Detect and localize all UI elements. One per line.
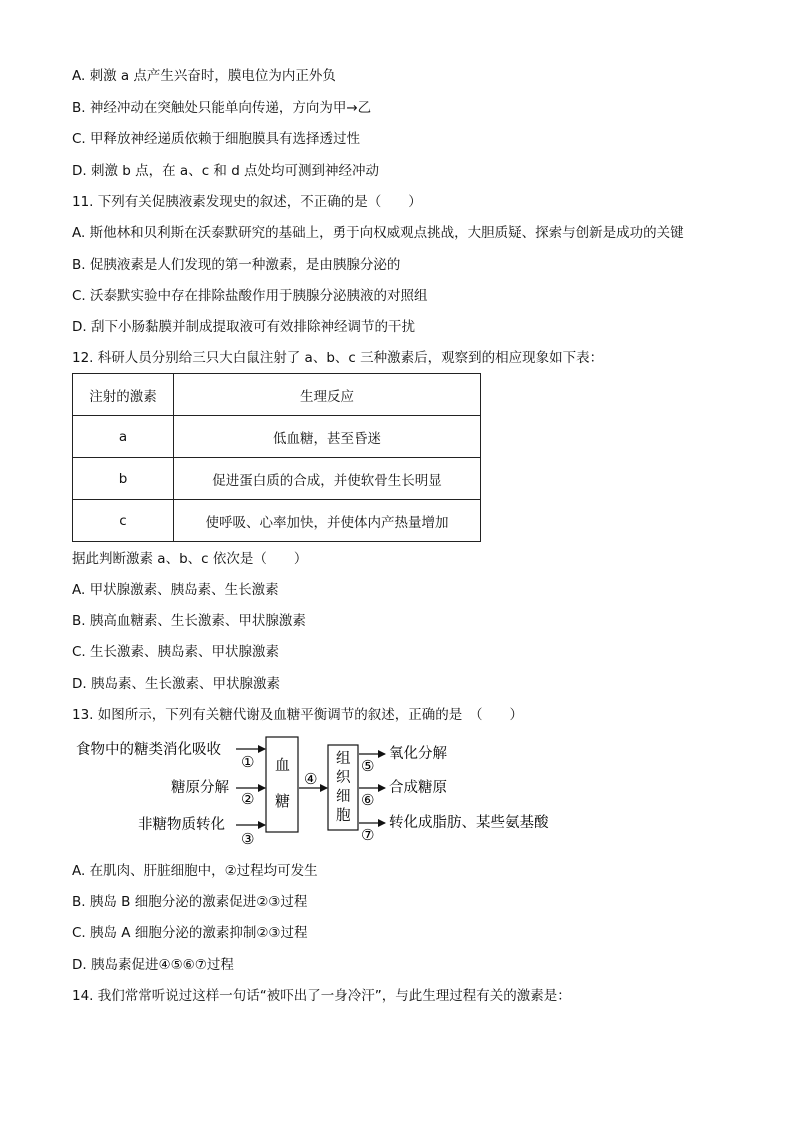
q13-option-b: B. 胰岛 B 细胞分泌的激素促进②③过程	[72, 894, 308, 910]
q11-option-a: A. 斯他林和贝利斯在沃泰默研究的基础上，勇于向权威观点挑战，大胆质疑、探索与创新是成功的关键	[72, 225, 684, 241]
diagram-source-glycogen: 糖原分解	[171, 780, 229, 796]
output-conversion: 转化成脂肪、某些氨基酸	[389, 815, 549, 831]
q12-option-d: D. 胰岛素、生长激素、甲状腺激素	[72, 676, 280, 692]
tissue-char-3: 细	[336, 789, 351, 805]
table-row	[73, 500, 481, 542]
q11-option-b: B. 促胰液素是人们发现的第一种激素，是由胰腺分泌的	[72, 257, 401, 273]
q10-option-b: B. 神经冲动在突触处只能单向传递，方向为甲→乙	[72, 100, 372, 116]
q14-stem: 14. 我们常常听说过这样一句话“被吓出了一身冷汗”，与此生理过程有关的激素是：	[72, 988, 571, 1004]
diagram-source-nonsugar: 非糖物质转化	[138, 817, 225, 833]
q11-stem: 11. 下列有关促胰液素发现史的叙述，不正确的是（ ）	[72, 194, 422, 210]
q10-option-d: D. 刺激 b 点，在 a、c 和 d 点处均可测到神经冲动	[72, 163, 380, 179]
q13-option-a: A. 在肌肉、肝脏细胞中，②过程均可发生	[72, 863, 318, 879]
tissue-char-2: 织	[336, 770, 351, 786]
table-header-response: 生理反应	[174, 374, 481, 416]
mark-2: ②	[241, 790, 255, 808]
mark-7: ⑦	[361, 826, 375, 844]
mark-4: ④	[304, 770, 318, 788]
diagram-source-food: 食物中的糖类消化吸收	[76, 742, 221, 758]
table-cell-response: 使呼吸、心率加快，并使体内产热量增加	[174, 500, 481, 542]
q12-option-b: B. 胰高血糖素、生长激素、甲状腺激素	[72, 613, 306, 629]
q12-option-a: A. 甲状腺激素、胰岛素、生长激素	[72, 582, 279, 598]
q11-option-d: D. 刮下小肠黏膜并制成提取液可有效排除神经调节的干扰	[72, 319, 415, 335]
table-cell-response: 促进蛋白质的合成，并使软骨生长明显	[174, 458, 481, 500]
table-header-row	[73, 374, 481, 416]
output-glycogen: 合成糖原	[389, 780, 447, 796]
table-header-hormone: 注射的激素	[73, 374, 174, 416]
table-cell-hormone: a	[73, 416, 174, 458]
q11-option-c: C. 沃泰默实验中存在排除盐酸作用于胰腺分泌胰液的对照组	[72, 288, 428, 304]
mark-6: ⑥	[361, 791, 375, 809]
q13-option-c: C. 胰岛 A 细胞分泌的激素抑制②③过程	[72, 925, 308, 941]
blood-sugar-char-1: 血	[275, 756, 291, 774]
table-cell-response: 低血糖，甚至昏迷	[174, 416, 481, 458]
q10-option-c: C. 甲释放神经递质依赖于细胞膜具有选择透过性	[72, 131, 361, 147]
blood-sugar-box	[266, 737, 298, 832]
table-row	[73, 458, 481, 500]
tissue-char-1: 组	[336, 751, 351, 767]
q10-option-a: A. 刺激 a 点产生兴奋时，膜电位为内正外负	[72, 68, 336, 84]
mark-5: ⑤	[361, 757, 375, 775]
mark-3: ③	[241, 830, 255, 848]
q12-option-c: C. 生长激素、胰岛素、甲状腺激素	[72, 644, 280, 660]
q13-stem: 13. 如图所示，下列有关糖代谢及血糖平衡调节的叙述，正确的是 （ ）	[72, 707, 524, 723]
table-cell-hormone: b	[73, 458, 174, 500]
mark-1: ①	[241, 753, 255, 771]
q13-option-d: D. 胰岛素促进④⑤⑥⑦过程	[72, 957, 234, 973]
blood-sugar-char-2: 糖	[275, 792, 291, 810]
table-row	[73, 416, 481, 458]
q12-question: 据此判断激素 a、b、c 依次是（ ）	[72, 551, 308, 567]
tissue-char-4: 胞	[336, 808, 351, 824]
blood-sugar-diagram	[72, 734, 592, 852]
q12-stem: 12. 科研人员分别给三只大白鼠注射了 a、b、c 三种激素后，观察到的相应现象如下表：	[72, 350, 604, 366]
table-cell-hormone: c	[73, 500, 174, 542]
output-oxidation: 氧化分解	[389, 746, 447, 762]
hormone-table	[72, 373, 481, 542]
